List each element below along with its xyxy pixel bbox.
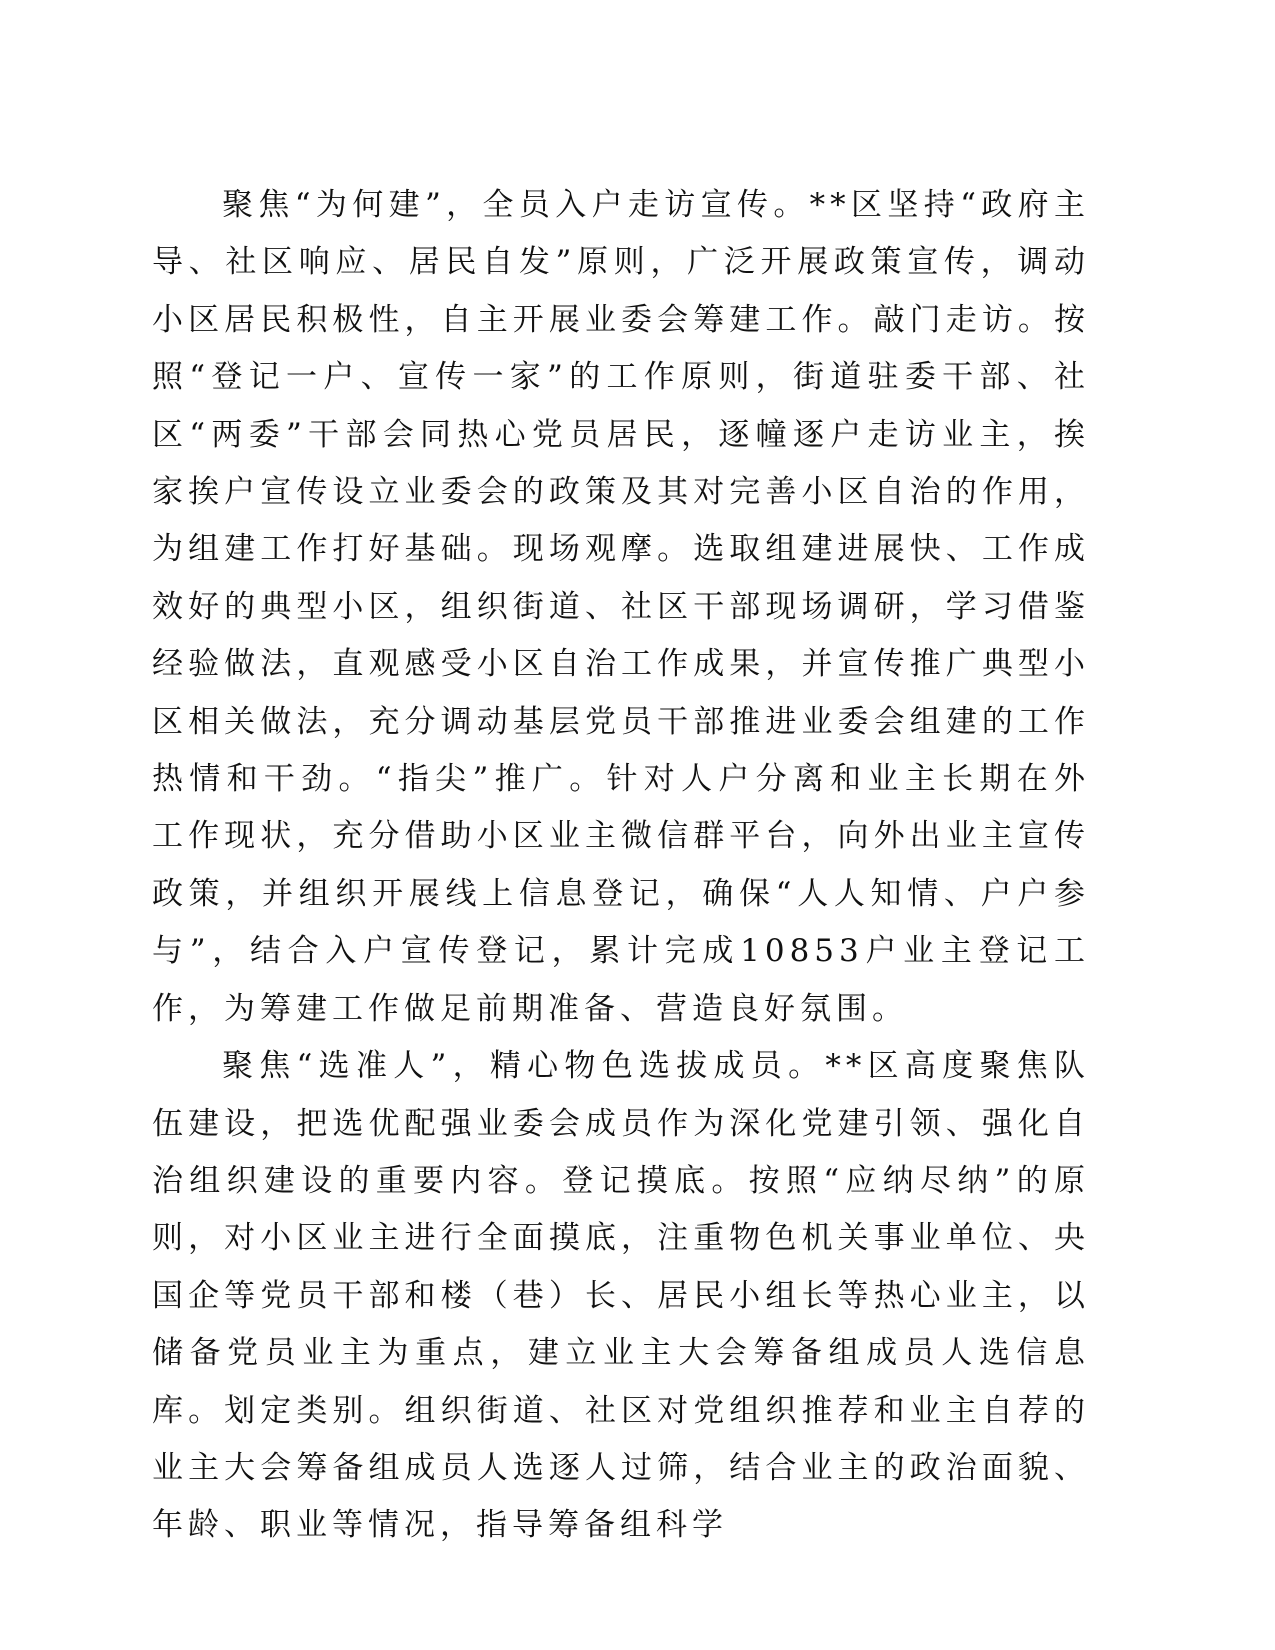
paragraph-1: 聚焦“为何建”，全员入户走访宣传。**区坚持“政府主导、社区响应、居民自发”原则，广泛开展政策宣传，调动小区居民积极性，自主开展业委会筹建工作。敲门走访。按照“登记一户、宣传一家”的工作原则，街道驻委干部、社区“两委”干部会同热心党员居民，逐幢逐户走访业主，挨家挨户宣传设立业委会的政策及其对完善小区自治的作用，为组建工作打好基础。现场观摩。选取组建进展快、工作成效好的典型小区，组织街道、社区干部现场调研，学习借鉴经验做法，直观感受小区自治工作成果，并宣传推广典型小区相关做法，充分调动基层党员干部推进业委会组建的工作热情和干劲。“指尖”推广。针对人户分离和业主长期在外工作现状，充分借助小区业主微信群平台，向外出业主宣传政策，并组织开展线上信息登记，确保“人人知情、户户参与”，结合入户宣传登记，累计完成10853户业主登记工作，为筹建工作做足前期准备、营造良好氛围。: [152, 187, 1090, 1027]
paragraph-2: 聚焦“选准人”，精心物色选拔成员。**区高度聚焦队伍建设，把选优配强业委会成员作为深化党建引领、强化自治组织建设的重要内容。登记摸底。按照“应纳尽纳”的原则，对小区业主进行全面摸底，注重物色机关事业单位、央国企等党员干部和楼（巷）长、居民小组长等热心业主，以储备党员业主为重点，建立业主大会筹备组成员人选信息库。划定类别。组织街道、社区对党组织推荐和业主自荐的业主大会筹备组成员人选逐人过筛，结合业主的政治面貌、年龄、职业等情况，指导筹备组科学: [152, 1048, 1090, 1544]
document-body: [152, 177, 1090, 1555]
